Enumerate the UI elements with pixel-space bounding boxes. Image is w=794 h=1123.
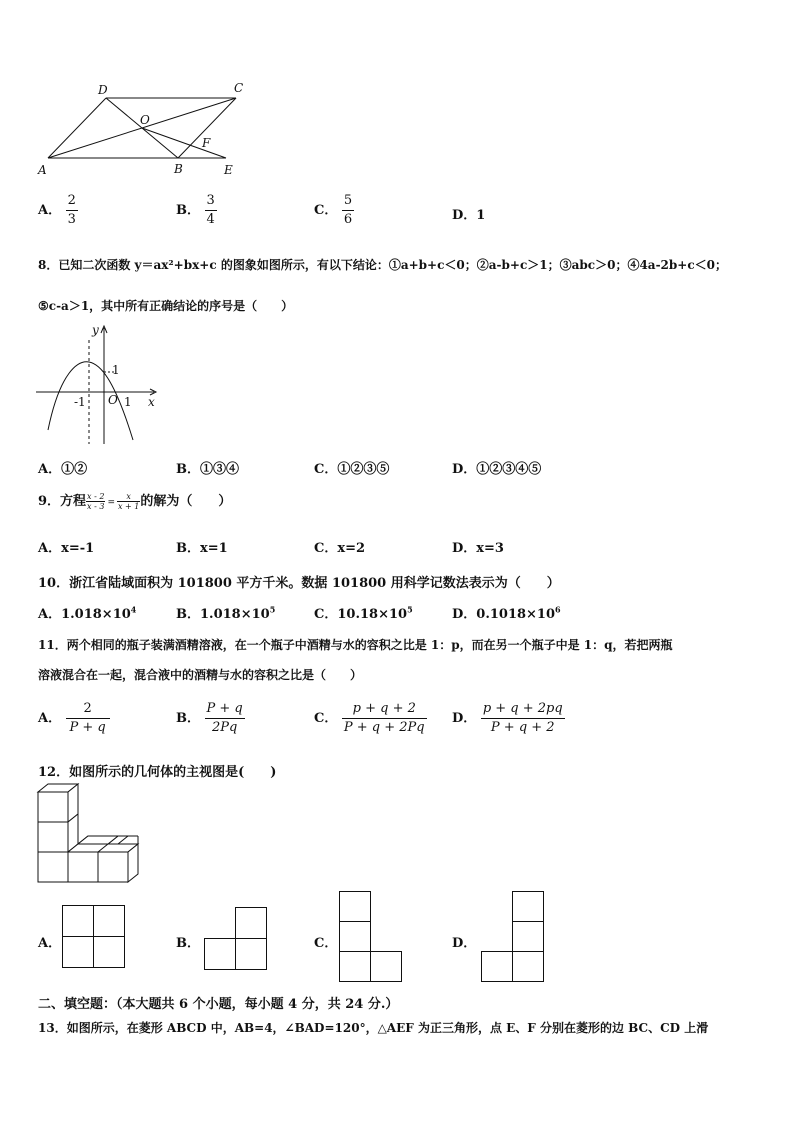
q9-option-a[interactable]: A．x=-1	[38, 541, 95, 556]
q7-option-b[interactable]: B． $\frac{3}{4}$	[176, 193, 215, 227]
q7-option-a[interactable]: A． $\frac{2}{3}$	[38, 193, 76, 227]
q9-option-d[interactable]: D．x=3	[452, 541, 504, 556]
q12-option-b-label[interactable]: B．	[176, 936, 200, 951]
tick-neg1: -1	[74, 395, 86, 409]
q8-option-d[interactable]: D．①②③④⑤	[452, 462, 542, 477]
x-axis-label: x	[148, 395, 155, 409]
q7-option-c[interactable]: C． $\frac{5}{6}$	[314, 193, 353, 227]
q9-stem: 9．方程 $\frac{x - 2}{x - 3}$ = $\frac{x}{x + 1}$ 的解为（ ）	[38, 492, 232, 511]
parabola-graph	[36, 322, 176, 444]
label-B: B	[174, 162, 183, 176]
q11-option-c[interactable]: C． $\frac{p + q + 2}{P + q + 2Pq}$	[314, 701, 425, 735]
tick-1-y: 1	[112, 363, 120, 377]
label-E: E	[224, 163, 233, 177]
q11-stem-line1: 11．两个相同的瓶子装满酒精溶液，在一个瓶子中酒精与水的容积之比是 1：p，而在另一个瓶子中是 1：q，若把两瓶	[38, 638, 673, 652]
label-F: F	[202, 136, 211, 150]
q11-stem-line2: 溶液混合在一起，混合液中的酒精与水的容积之比是（ ）	[38, 668, 363, 682]
q10-stem: 10．浙江省陆域面积为 101800 平方千米。数据 101800 用科学记数法表示为（ ）	[38, 576, 560, 591]
section-heading: 二、填空题：（本大题共 6 个小题，每小题 4 分，共 24 分.）	[38, 997, 399, 1012]
y-axis-label: y	[92, 323, 99, 337]
q12-option-d-view[interactable]	[481, 891, 545, 983]
q8-stem-line1: 8．已知二次函数 y＝ax²+bx+c 的图象如图所示，有以下结论：①a+b+c＜0；②a-b+c＞1；③abc＞0；④4a-2b+c＜0；	[38, 258, 727, 272]
label-C: C	[234, 81, 244, 95]
q9-option-b[interactable]: B．x=1	[176, 541, 228, 556]
q12-option-a-view[interactable]	[62, 905, 126, 969]
q11-option-b[interactable]: B． $\frac{P + q}{2Pq}$	[176, 701, 243, 735]
q12-option-b-view[interactable]	[204, 907, 268, 971]
q12-option-c-label[interactable]: C．	[314, 936, 338, 951]
q12-option-a-label[interactable]: A．	[38, 936, 62, 951]
q10-option-a[interactable]: A．$1.018\times 10^4$	[38, 604, 137, 622]
parallelogram-figure	[30, 78, 290, 178]
q11-option-a[interactable]: A． $\frac{2}{P + q}$	[38, 700, 110, 737]
label-A: A	[38, 163, 47, 177]
q7-option-d[interactable]: D．1	[452, 208, 486, 223]
q13-stem: 13．如图所示，在菱形 ABCD 中，AB=4，∠BAD=120°，△AEF 为正三角形，点 E、F 分别在菱形的边 BC、CD 上滑	[38, 1021, 709, 1035]
origin-label: O	[108, 393, 118, 407]
q12-stem: 12．如图所示的几何体的主视图是( )	[38, 765, 277, 780]
q10-option-d[interactable]: D．$0.1018\times 10^6$	[452, 604, 561, 622]
q8-option-c[interactable]: C．①②③⑤	[314, 462, 390, 477]
solid-figure	[36, 784, 136, 884]
q8-option-a[interactable]: A．①②	[38, 462, 88, 477]
label-O: O	[140, 113, 150, 127]
q10-option-b[interactable]: B．$1.018\times 10^5$	[176, 604, 276, 622]
q8-option-b[interactable]: B．①③④	[176, 462, 240, 477]
q8-stem-line2: ⑤c-a＞1，其中所有正确结论的序号是（ ）	[38, 299, 294, 313]
q10-option-c[interactable]: C．$10.18\times 10^5$	[314, 604, 413, 622]
q11-option-d[interactable]: D． $\frac{p + q + 2pq}{P + q + 2}$	[452, 701, 563, 735]
q9-option-c[interactable]: C．x=2	[314, 541, 366, 556]
q12-option-c-view[interactable]	[339, 891, 403, 983]
q12-option-d-label[interactable]: D．	[452, 936, 477, 951]
label-D: D	[98, 83, 108, 97]
tick-1-x: 1	[124, 395, 132, 409]
